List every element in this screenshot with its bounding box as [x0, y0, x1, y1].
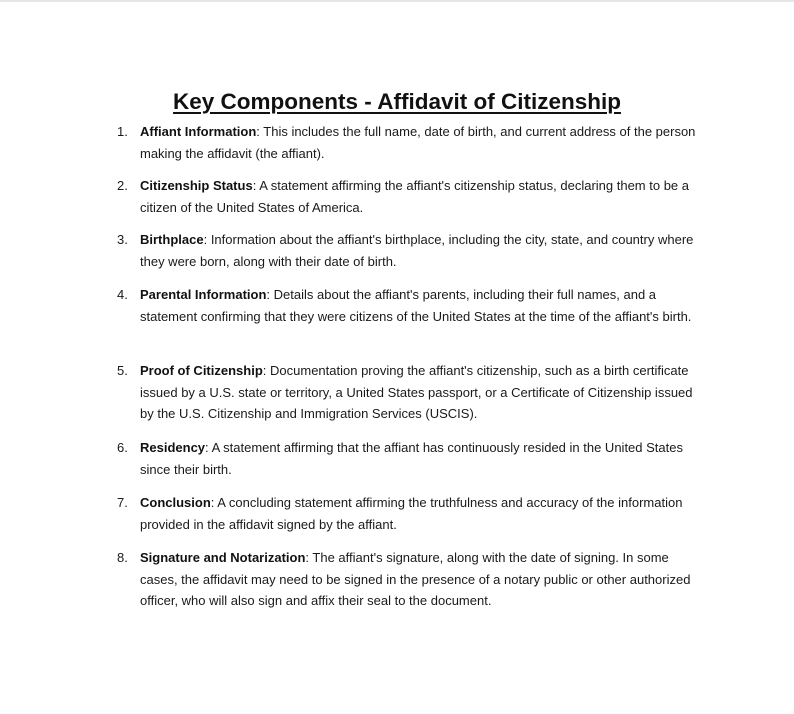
list-item-number: 6.: [117, 440, 128, 455]
list-item-number: 7.: [117, 495, 128, 510]
list-item-term: Proof of Citizenship: [140, 363, 263, 378]
list-item-text: [140, 492, 706, 535]
list-item-term: Residency: [140, 440, 206, 455]
list-item-description: The affiant's signature, along with the date of signing. In some cases, the affidavit may need to be signed in the presence of a notary public or other authorized officer, who will also sign and affix their seal to the document.: [140, 550, 691, 609]
list-item-description: This includes the full name, date of birth, and current address of the person making the affidavit (the affiant).: [140, 124, 696, 161]
list-item-description: Documentation proving the affiant's citizenship, such as a birth certificate issued by a U.S. state or territory, a United States passport, or a Certificate of Citizenship issued by the U.S. Citizenship and Immigration Services (USCIS).: [140, 363, 693, 422]
list-item-term: Citizenship Status: [140, 178, 253, 193]
list-item-number: 4.: [117, 287, 128, 302]
list-item-separator: :: [256, 124, 260, 139]
list-item-number: 8.: [117, 550, 128, 565]
list-item-number: 1.: [117, 124, 128, 139]
list-item-separator: :: [210, 495, 215, 510]
list-item-separator: :: [205, 440, 209, 455]
list-item-separator: :: [262, 363, 267, 378]
list-item-separator: :: [266, 287, 271, 302]
list-item-separator: :: [252, 178, 257, 193]
list-item-text: [140, 229, 706, 272]
list-item-number: 5.: [117, 363, 128, 378]
list-item-separator: :: [305, 550, 310, 565]
list-item-description: A statement affirming the affiant's citizenship status, declaring them to be a citizen of the United States of America.: [140, 178, 690, 215]
list-item-term: Parental Information: [140, 287, 267, 302]
list-item-term: Affiant Information: [140, 124, 257, 139]
top-divider: [0, 0, 794, 2]
list-item-text: [140, 360, 706, 425]
list-item-term: Signature and Notarization: [140, 550, 306, 565]
page-title: Key Components - Affidavit of Citizenship: [173, 89, 621, 115]
list-item-term: Birthplace: [140, 232, 204, 247]
list-item-text: [140, 284, 706, 327]
list-item-text: [140, 437, 706, 480]
list-item-text: [140, 121, 706, 164]
list-item-text: [140, 175, 706, 218]
list-item-number: 3.: [117, 232, 128, 247]
list-item-term: Conclusion: [140, 495, 211, 510]
list-item-description: Information about the affiant's birthplace, including the city, state, and country where they were born, along with their date of birth.: [140, 232, 694, 269]
list-item-separator: :: [203, 232, 208, 247]
list-item-description: A concluding statement affirming the truthfulness and accuracy of the information provided in the affidavit signed by the affiant.: [140, 495, 683, 532]
list-item-text: [140, 547, 706, 612]
list-item-description: Details about the affiant's parents, including their full names, and a statement confirming that they were citizens of the United States at the time of the affiant's birth.: [140, 287, 692, 324]
list-item-number: 2.: [117, 178, 128, 193]
list-item-description: A statement affirming that the affiant has continuously resided in the United States since their birth.: [140, 440, 683, 477]
